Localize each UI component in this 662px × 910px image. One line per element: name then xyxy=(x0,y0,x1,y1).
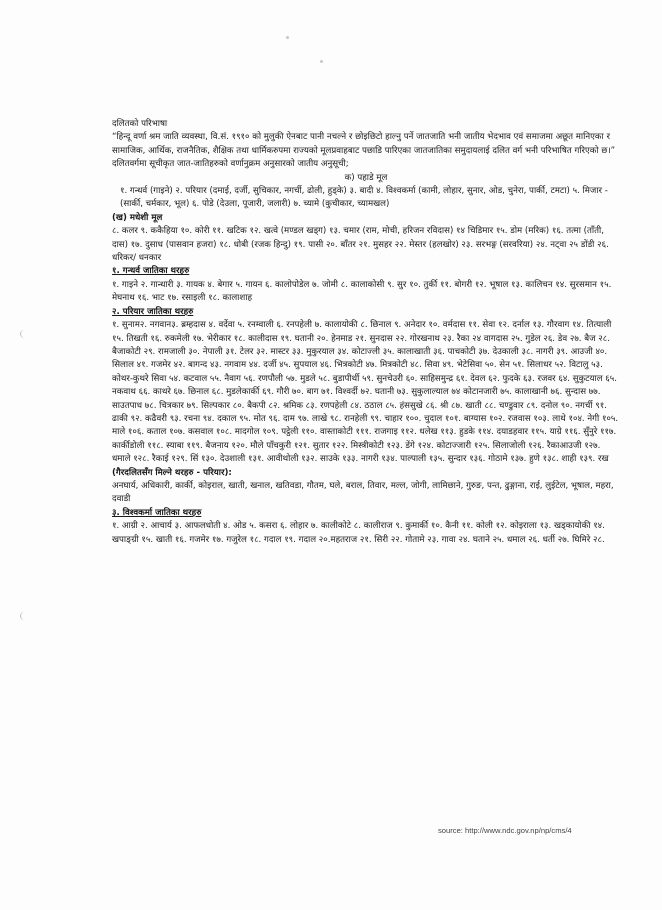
pariyar-surnames-heading: २. परियार जातिका थरहरु xyxy=(112,306,194,317)
hill-origin-list: १. गन्धर्व (गाइने) २. परियार (दमाई, दर्जी, सुचिकार, नगर्ची, ढोली, हुड्के) ३. बादी ४. विश्वकर्मा (कामी, लोहार, सुनार, ओड, चुनेरा, पार्की, टमटा) ५. मिजार - (सार्की, चर्मकार, भूल) ६. पोडे (देउला, पूजारी, जलारी) ७. च्यामे (कुचीकार, च्यामखल) xyxy=(120,186,608,210)
bishwakarma-surnames-heading: ३. विश्वकर्मा जातिका थरहरु xyxy=(112,507,202,518)
madhesi-origin-list: ८. कलर ९. ककैहिया १०. कोरी ११. खटिक १२. खत्वे (मण्डल खड्ग) १३. चमार (राम, मोची, हरिजन रविदास) १४ चिडिमार १५. डोम (मरिक) १६. तत्मा (ताँती, दास) १७. दुसाध (पासवान हजरा) १८. धोबी (रजक हिन्दु) १९. पासी २०. बाँतर २१. मुसहर २२. मेस्तर (हलखोर) २३. सरभङ्ग (सरवरिया) २४. नट्वा २५ डोंडी २६. धरिकर/ धनकार xyxy=(112,226,609,264)
hill-origin-heading: क) पहाडे मूल xyxy=(344,172,388,183)
gandharva-surnames-heading: १. गन्धर्व जातिका थरहरु xyxy=(112,266,190,277)
page-title: दलितको परिभाषा xyxy=(112,119,168,129)
punch-hole-mark xyxy=(20,330,29,338)
scan-speck xyxy=(320,60,323,63)
nondalit-shared-surnames-heading: (गैरदलितसँग मिल्ने थरहरु - परियार): xyxy=(112,467,232,478)
punch-hole-mark xyxy=(20,612,29,620)
pariyar-surnames-list: १. सुनाम२. नगवान३. ब्रम्हदास ४. वर्देवा ५. रनम्वाली ६. रनपहेली ७. कालायोकी ८. छिनाल ९. अनेदार १०. वर्मदास ११. सेवा १२. दर्नाल १३. गौरवाग १४. तित्याली १५. तिखती १६. रुकमेली १७. भेरीकार १८. कालीदास १९. घतानी २०. हेनमाड २१. सुनदास २२. गोरखनाथ २३. रैका २४ वागदास २५. गुडेल २६. डेव २७. बैज २८. बैजाकोटी २९. रामजाली ३०. नेपाली ३१. टेलर ३२. मास्टर ३३. मुकुरयाल ३४. कोटाज्ली ३५. कालाखाती ३६. पाचकोटी ३७. देउकाली ३८. नागरी ३९. आउजी ४०. सिलाल ४१. गजमेर ४२. बागन्द ४३. नगवाम ४४. दर्जी ४५. सुपयाल ४६. भित्रकोटी ४७. मित्रकोटी ४८. सिवा ४९. भेटेसिवा ५०. सेन ५१. सिलाधर ५२. विटालु ५३. कोथर-कुथरे सिवा ५४. कटवाल ५५. नैवाग ५६. रणपौली ५७. मुडले ५८. बुडापीर्थी ५९. सुनचेउरी ६०. साहिसमुन्द्र ६१. देवल ६२. फुदके ६३. रजवर ६४. सुकुटयाल ६५. नकवाथ ६६. काथरे ६७. छिनाल ६८. मुडलेकार्की ६९. गौरी ७०. बाग ७१. विश्वर्दी ७२. घतानी ७३. सुकुलाल्याल ७४ कोटानजारी ७५. कालाखानी ७६. सुन्दास ७७. साउतपाध ७८. चित्रकार ७९. सिल्पकार ८०. बैकपी ८२. श्रमिक ८३. रणपहेली ८४. ठठाल ८५. हंससुखे ८६. श्री ८७. खाती ८८. चण्डुवार ८९. दनोल ९०. नगर्ची ९१. ढाकी ९२. कढैवरी ९३. रचना ९४. दकाल ९५. मोत ९६. दाम ९७. लाखे ९८. रानहेली ९९. चाहार १००. चुदाल १०१. बाग्यास १०२. रजवास १०३. लाथे १०४. नेगी १०५. माले १०६. कताल १०७. कसवाल १०८. मादगोल १०९. पट्ठेली ११०. वास्ताकोटी १११. राजगाइ ११२. धलेख ११३. हुडके ११४. दयाडहवार ११५. याग्रे ११६. सुँनुरे ११७. कार्कीडोली ११८. स्याबा ११९. बैजनाय १२०. मौले पाँचकुरी १२१. सुतार १२२. मिस्त्रीकोटी १२३. डेंगे १२४. कोटाज्जारी १२५. सिलाजोली १२६. रैकाआउजी १२७. धमाले १२८. रैकाई १२९. सिं १३०. देउशाली १३१. आवीथोली १३२. साउके १३३. नागरी १३४. पाल्पाली १३५. सुन्दार १३६. गोठामे १३७. हुणे १३८. शाही १३९. रख xyxy=(112,320,619,465)
scan-speck xyxy=(286,36,289,39)
gandharva-surnames-list: १. गाइने २. गान्धारी ३. गायक ४. बेगार ५. गायन ६. कालोपोडेल ७. जोमी ८. कालाकोसी ९. सुर १०. तुर्की ११. बोगरी १२. भूषाल १३. कालिचन १४. सुरसमान १५. मेघनाथ १६. भाट १७. रसाइली १८. कालाशाह xyxy=(112,279,612,304)
dalit-definition: “हिन्दू वर्णा श्रम जाति व्यवस्था, वि.सं. १९१० को मुलुकी ऐनबाट पानी नचल्ने र छोइछिटो हाल्नु पर्ने जातजाति भनी जातीय भेदभाव एवं समाजमा अछूत मानिएका र सामाजिक, आर्थिक, राजनैतिक, शैक्षिक तथा धार्मिकरुपमा राज्यको मूलप्रवाहबाट पछाडि पारिएका जातजातिका समुदायलाई दलित वर्ग भनी परिभाषित गरिएको छ।” xyxy=(112,132,616,156)
bishwakarma-surnames-list: १. आग्री २. आचार्य ३. आफलधोती ४. ओड ५. कसरा ६. लोहार ७. कालीकोटे ८. कालीराज ९. कुमार्की १०. कैनी ११. कोली १२. कोइराला १३. खड्कायोकी १४. खपाङ्ग्री १५. खाती १६. गजमेर १७. गजुरेल १८. गदाल १९. गदाल २०.महतराज २१. सिरी २२. गोतामे २३. गावा २४. घताने २५. धमाल २६. धर्ती २७. घिमिरे २८. xyxy=(112,521,605,545)
nondalit-shared-surnames-list: अनघार्य, अधिकारी, कार्की, कोइराल, खाती, खनाल, खतिवडा, गौतम, घले, बराल, तिवार, मल्ल, जोगी, लामिछाने, गुरुङ, पन्त, ढुङ्गाना, राई, लुईटेल, भूषाल, महरा, दवाडी xyxy=(112,480,614,505)
source-citation: source: http://www.ndc.gov.np/np/cms/4 xyxy=(438,826,572,835)
caste-list-intro: दलितवर्गमा सूचीकृत जात-जातिहरुको वर्णानुक्रम अनुसारको जातीय अनुसूची; xyxy=(112,159,349,170)
madhesi-origin-heading: (ख) मधेशी मूल xyxy=(112,212,163,223)
document-body xyxy=(112,118,620,547)
